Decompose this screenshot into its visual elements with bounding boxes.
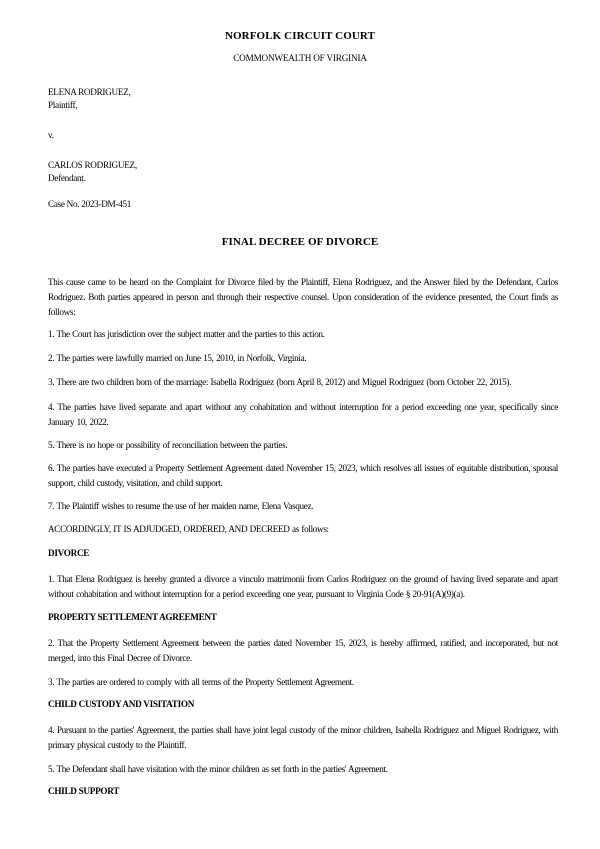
section-heading-property: PROPERTY SETTLEMENT AGREEMENT [48, 612, 217, 622]
plaintiff-name: ELENA RODRIGUEZ, [48, 87, 131, 97]
decree-item-5: 5. The Defendant shall have visitation with the minor children as set forth in the parties' Agreement. [48, 764, 388, 774]
document-title: FINAL DECREE OF DIVORCE [221, 236, 379, 248]
jurisdiction: COMMONWEALTH OF VIRGINIA [233, 53, 367, 63]
decree-intro: ACCORDINGLY, IT IS ADJUDGED, ORDERED, AND DECREED as follows: [48, 524, 329, 534]
section-heading-support: CHILD SUPPORT [48, 786, 120, 796]
decree-item-1: 1. That Elena Rodriguez is hereby granted a divorce a vinculo matrimonii from Carlos Rodriguez on the ground of having lived separate and apart without cohabitation and without interruption for a period exceeding one year, pursuant to Virginia Code § 20-91(A)(9)(a). [48, 574, 558, 599]
decree-item-3: 3. The parties are ordered to comply with all terms of the Property Settlement Agreement. [48, 677, 354, 687]
finding-5: 5. There is no hope or possibility of reconciliation between the parties. [48, 440, 288, 450]
finding-3: 3. There are two children born of the marriage: Isabella Rodriguez (born April 8, 2012) and Miguel Rodriguez (born October 22, 2015). [48, 377, 512, 387]
section-heading-custody: CHILD CUSTODY AND VISITATION [48, 699, 195, 709]
finding-7: 7. The Plaintiff wishes to resume the use of her maiden name, Elena Vasquez. [48, 501, 314, 511]
case-number: Case No. 2023-DM-451 [48, 199, 132, 209]
finding-4: 4. The parties have lived separate and apart without any cohabitation and without interruption for a period exceeding one year, specifically since January 10, 2022. [48, 402, 558, 427]
defendant-role: Defendant. [48, 173, 86, 183]
decree-item-2: 2. That the Property Settlement Agreement between the parties dated November 15, 2023, is hereby affirmed, ratified, and incorporated, but not merged, into this Final Decree of Divorce. [48, 638, 558, 663]
finding-2: 2. The parties were lawfully married on June 15, 2010, in Norfolk, Virginia. [48, 353, 307, 363]
section-heading-divorce: DIVORCE [48, 548, 90, 558]
intro-paragraph: This cause came to be heard on the Complaint for Divorce filed by the Plaintiff, Elena Rodriguez, and the Answer filed by the Defendant, Carlos Rodriguez. Both parties appeared in person and through their respective counsel. Upon consideration of the evidence presented, the Court finds as follows: [48, 277, 558, 317]
versus: v. [48, 130, 54, 140]
finding-1: 1. The Court has jurisdiction over the subject matter and the parties to this action. [48, 329, 325, 339]
decree-item-4: 4. Pursuant to the parties' Agreement, the parties shall have joint legal custody of the minor children, Isabella Rodriguez and Miguel Rodriguez, with primary physical custody to the Plaintiff. [48, 725, 558, 750]
plaintiff-role: Plaintiff, [48, 100, 78, 110]
defendant-name: CARLOS RODRIGUEZ, [48, 160, 137, 170]
finding-6: 6. The parties have executed a Property Settlement Agreement dated November 15, 2023, which resolves all issues of equitable distribution, spousal support, child custody, visitation, and child support. [48, 463, 558, 488]
court-name: NORFOLK CIRCUIT COURT [224, 30, 376, 42]
